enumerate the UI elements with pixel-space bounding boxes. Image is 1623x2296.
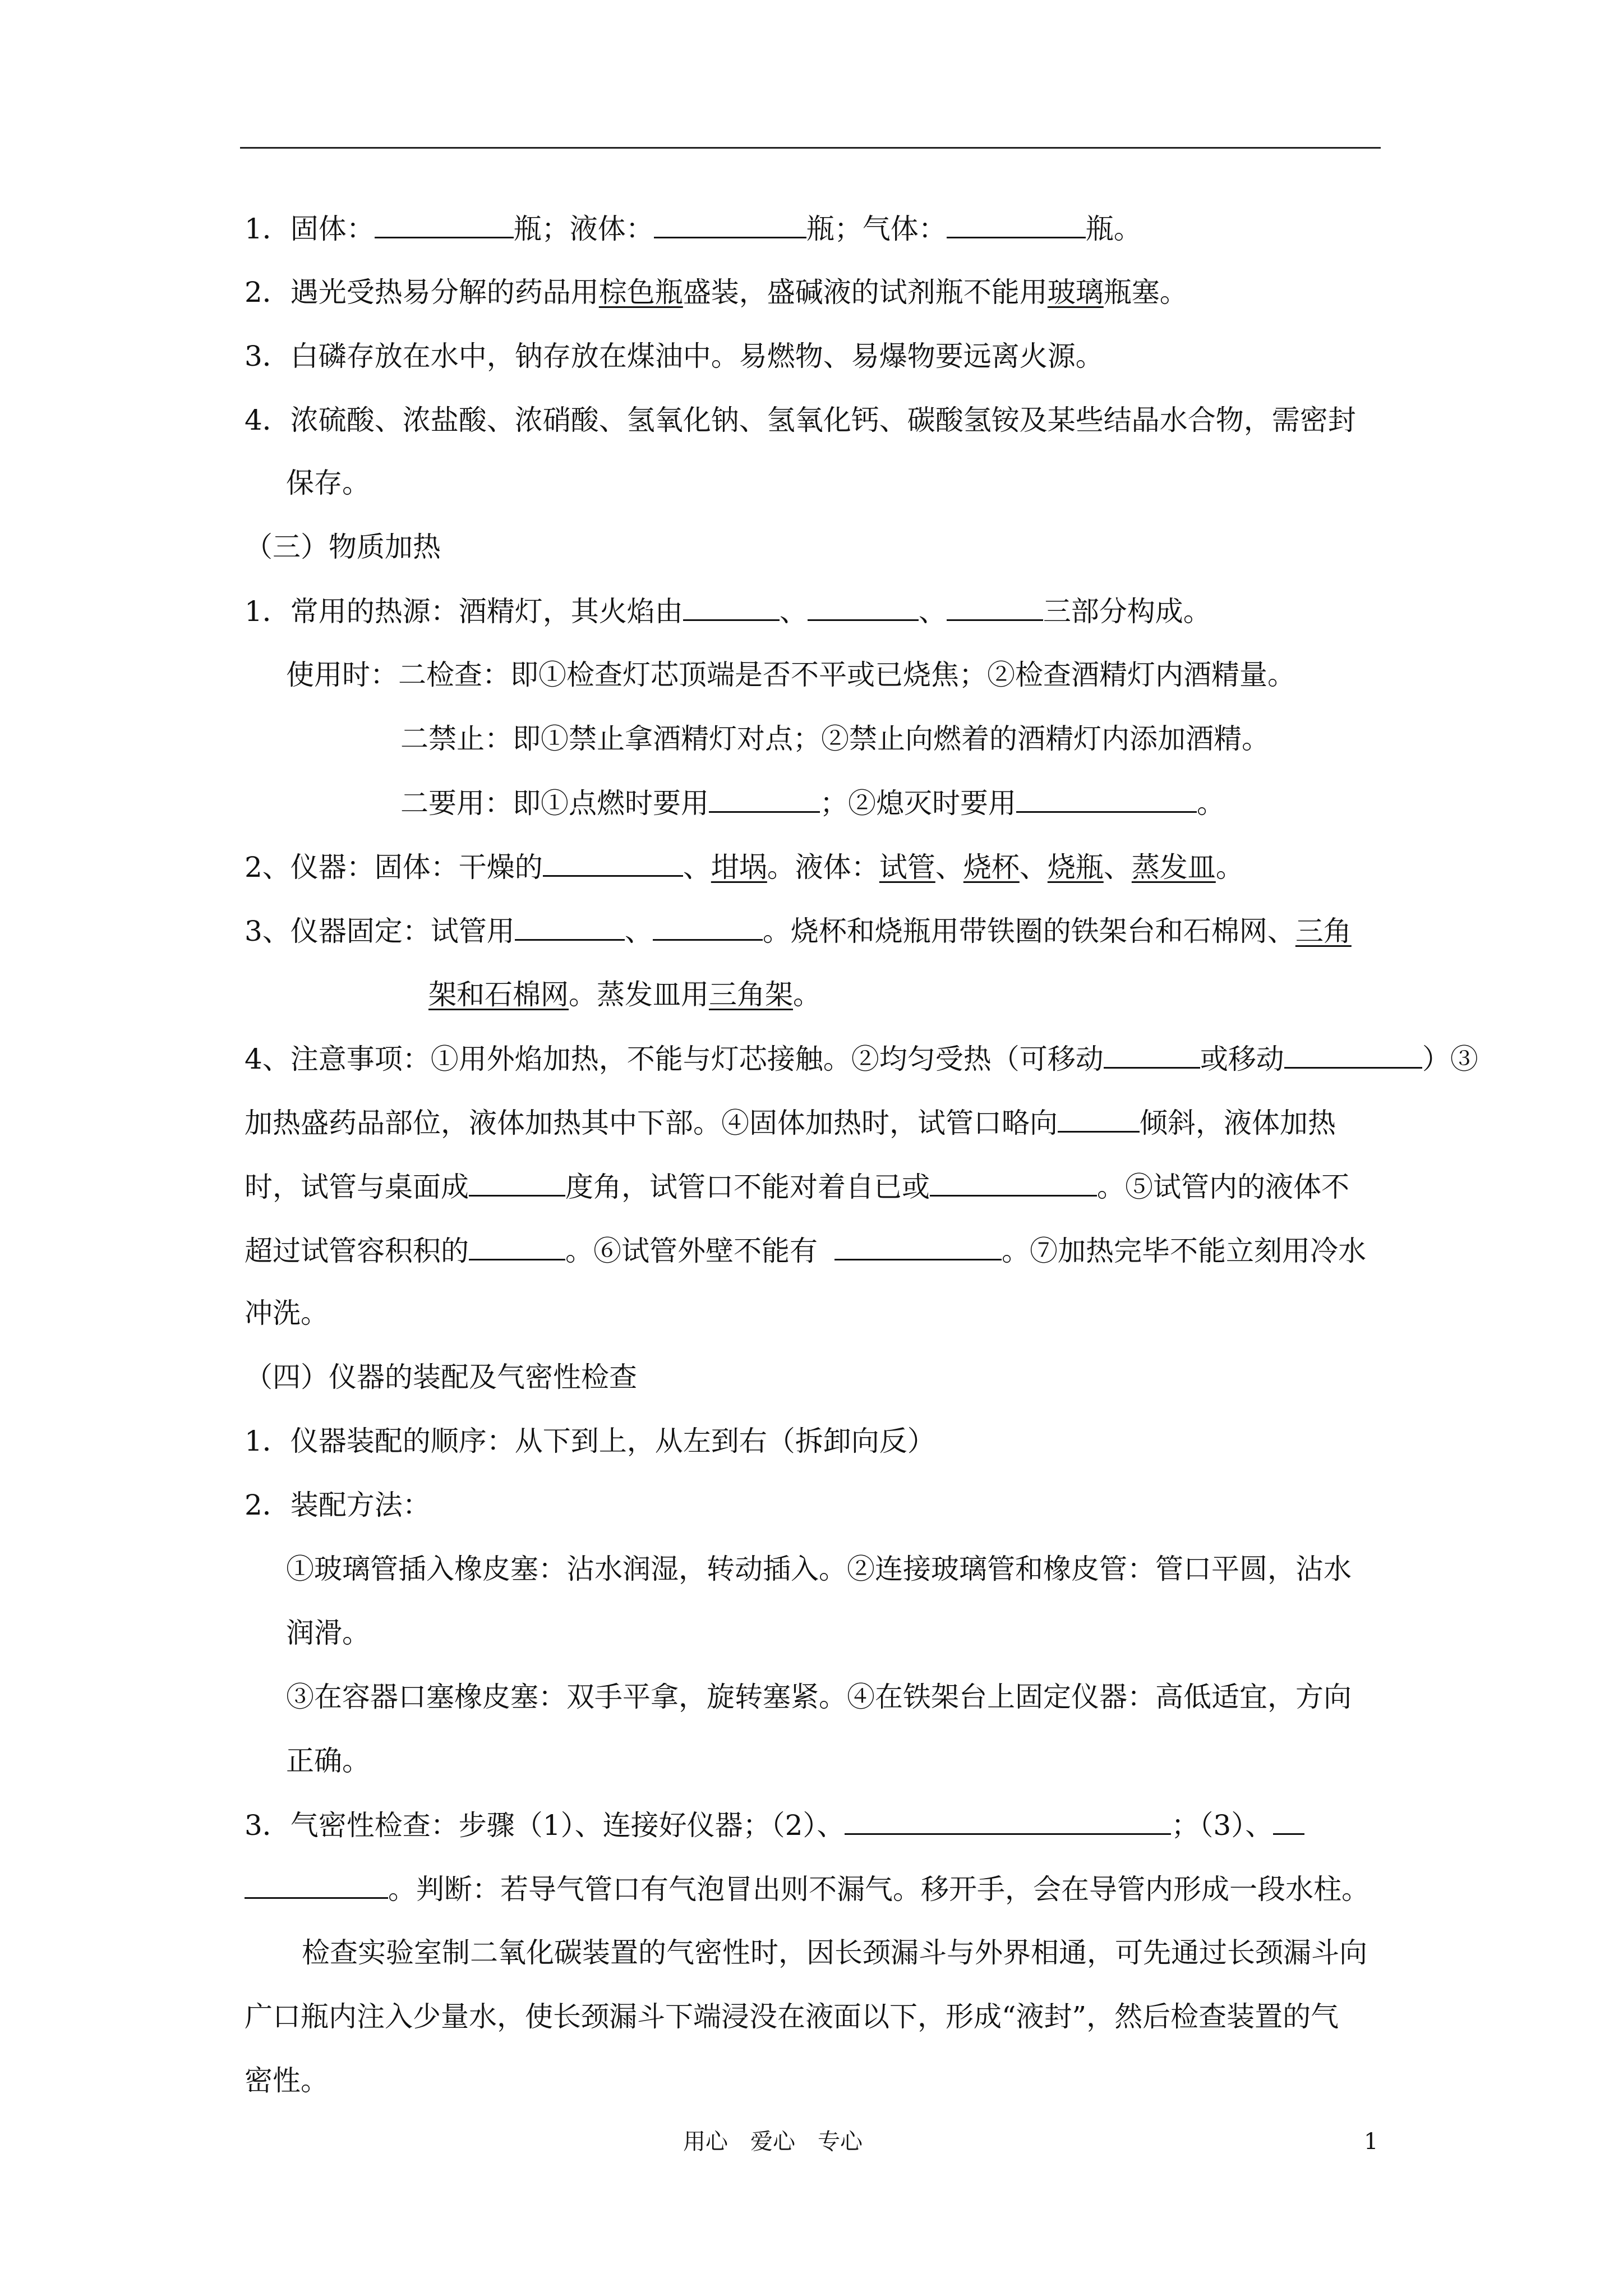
assembly-paragraph-line-1: 检查实验室制二氧化碳装置的气密性时，因长颈漏斗与外界相通，可先通过长颈漏斗向	[302, 1936, 1367, 1969]
assembly-line-8: 。判断：若导气管口有气泡冒出则不漏气。移开手，会在导管内形成一段水柱。	[245, 1875, 1370, 1903]
storage-line-5: 保存。	[286, 467, 370, 499]
answer-blank	[683, 597, 780, 621]
section-heading-heating: （三）物质加热	[245, 531, 441, 563]
assembly-paragraph-line-3: 密性。	[245, 2064, 329, 2097]
underlined-answer: 蒸发皿	[1131, 851, 1216, 884]
answer-blank	[653, 917, 763, 941]
assembly-line-5: ③在容器口塞橡皮塞：双手平拿，旋转塞紧。④在铁架台上固定仪器：高低适宜，方向	[286, 1681, 1352, 1713]
heating-line-10: 时，试管与桌面成 度角，试管口不能对着自已或 。⑤试管内的液体不	[245, 1171, 1349, 1203]
heating-line-12: 冲洗。	[245, 1297, 329, 1329]
answer-blank	[845, 1811, 1171, 1835]
header-rule	[240, 147, 1381, 149]
storage-line-2: 2．遇光受热易分解的药品用棕色瓶盛装，盛碱液的试剂瓶不能用玻璃瓶塞。	[245, 276, 1188, 309]
assembly-line-7: 3．气密性检查：步骤（1）、连接好仪器；（2）、 ；（3）、	[245, 1811, 1304, 1839]
heating-line-5: 2、仪器：固体：干燥的 、坩埚。液体：试管、烧杯、烧瓶、蒸发皿。	[245, 851, 1244, 884]
answer-blank	[375, 214, 514, 238]
assembly-line-4: 润滑。	[286, 1617, 370, 1649]
storage-line-1: 1．固体： 瓶；液体： 瓶；气体： 瓶。	[245, 213, 1142, 245]
heating-line-9: 加热盛药品部位，液体加热其中下部。④固体加热时，试管口略向 倾斜，液体加热	[245, 1107, 1336, 1139]
answer-blank	[515, 917, 625, 941]
footer-motto: 用心 爱心 专心	[683, 2129, 863, 2155]
heating-line-6: 3、仪器固定：试管用 、 。烧杯和烧瓶用带铁圈的铁架台和石棉网、三角	[245, 915, 1352, 947]
answer-blank	[245, 1875, 388, 1899]
answer-blank	[709, 789, 820, 813]
underlined-answer: 玻璃	[1047, 276, 1104, 309]
heating-line-7: 架和石棉网。蒸发皿用三角架。	[428, 978, 821, 1011]
underlined-answer: 架和石棉网	[428, 978, 569, 1011]
underlined-answer: 坩埚	[711, 851, 767, 884]
assembly-line-6: 正确。	[286, 1745, 370, 1777]
answer-blank	[1284, 1045, 1422, 1069]
answer-blank	[1016, 789, 1197, 813]
answer-blank	[654, 214, 806, 238]
section-heading-assembly: （四）仪器的装配及气密性检查	[245, 1361, 637, 1393]
answer-blank	[1058, 1108, 1140, 1133]
answer-blank	[947, 214, 1086, 238]
heating-line-2: 使用时：二检查：即①检查灯芯顶端是否不平或已烧焦；②检查酒精灯内酒精量。	[286, 659, 1295, 691]
storage-line-3: 3．白磷存放在水中，钠存放在煤油中。易燃物、易爆物要远离火源。	[245, 340, 1104, 372]
assembly-line-2: 2．装配方法：	[245, 1489, 431, 1521]
page-number: 1	[1364, 2129, 1378, 2155]
underlined-answer: 烧瓶	[1047, 851, 1104, 884]
underlined-answer: 三角	[1295, 915, 1352, 947]
assembly-line-3: ①玻璃管插入橡皮塞：沾水润湿，转动插入。②连接玻璃管和橡皮管：管口平圆，沾水	[286, 1553, 1352, 1585]
answer-blank	[834, 1236, 1002, 1260]
answer-blank	[930, 1172, 1097, 1197]
storage-line-4: 4．浓硫酸、浓盐酸、浓硝酸、氢氧化钠、氢氧化钙、碳酸氢铵及某些结晶水合物，需密封	[245, 404, 1356, 436]
answer-blank	[1273, 1811, 1304, 1835]
underlined-answer: 试管	[879, 851, 935, 884]
heating-line-4: 二要用：即①点燃时要用 ；②熄灭时要用 。	[400, 787, 1225, 820]
answer-blank	[543, 853, 683, 877]
answer-blank	[469, 1236, 565, 1260]
heating-line-1: 1．常用的热源：酒精灯，其火焰由 、 、 三部分构成。	[245, 595, 1211, 628]
answer-blank	[947, 597, 1043, 621]
assembly-paragraph-line-2: 广口瓶内注入少量水，使长颈漏斗下端浸没在液面以下，形成“液封”，然后检查装置的气	[245, 2000, 1339, 2033]
answer-blank	[808, 597, 919, 621]
underlined-answer: 三角架	[709, 978, 793, 1011]
heating-line-11: 超过试管容积积的 。⑥试管外壁不能有 。⑦加热完毕不能立刻用冷水	[245, 1235, 1366, 1267]
underlined-answer: 烧杯	[963, 851, 1020, 884]
assembly-line-1: 1．仪器装配的顺序：从下到上，从左到右（拆卸向反）	[245, 1425, 935, 1457]
answer-blank	[469, 1172, 565, 1197]
underlined-answer: 棕色瓶	[598, 276, 683, 309]
heating-line-8: 4、注意事项：①用外焰加热，不能与灯芯接触。②均匀受热（可移动 或移动 ）③	[245, 1043, 1478, 1075]
heating-line-3: 二禁止：即①禁止拿酒精灯对点；②禁止向燃着的酒精灯内添加酒精。	[400, 723, 1270, 755]
answer-blank	[1104, 1045, 1200, 1069]
